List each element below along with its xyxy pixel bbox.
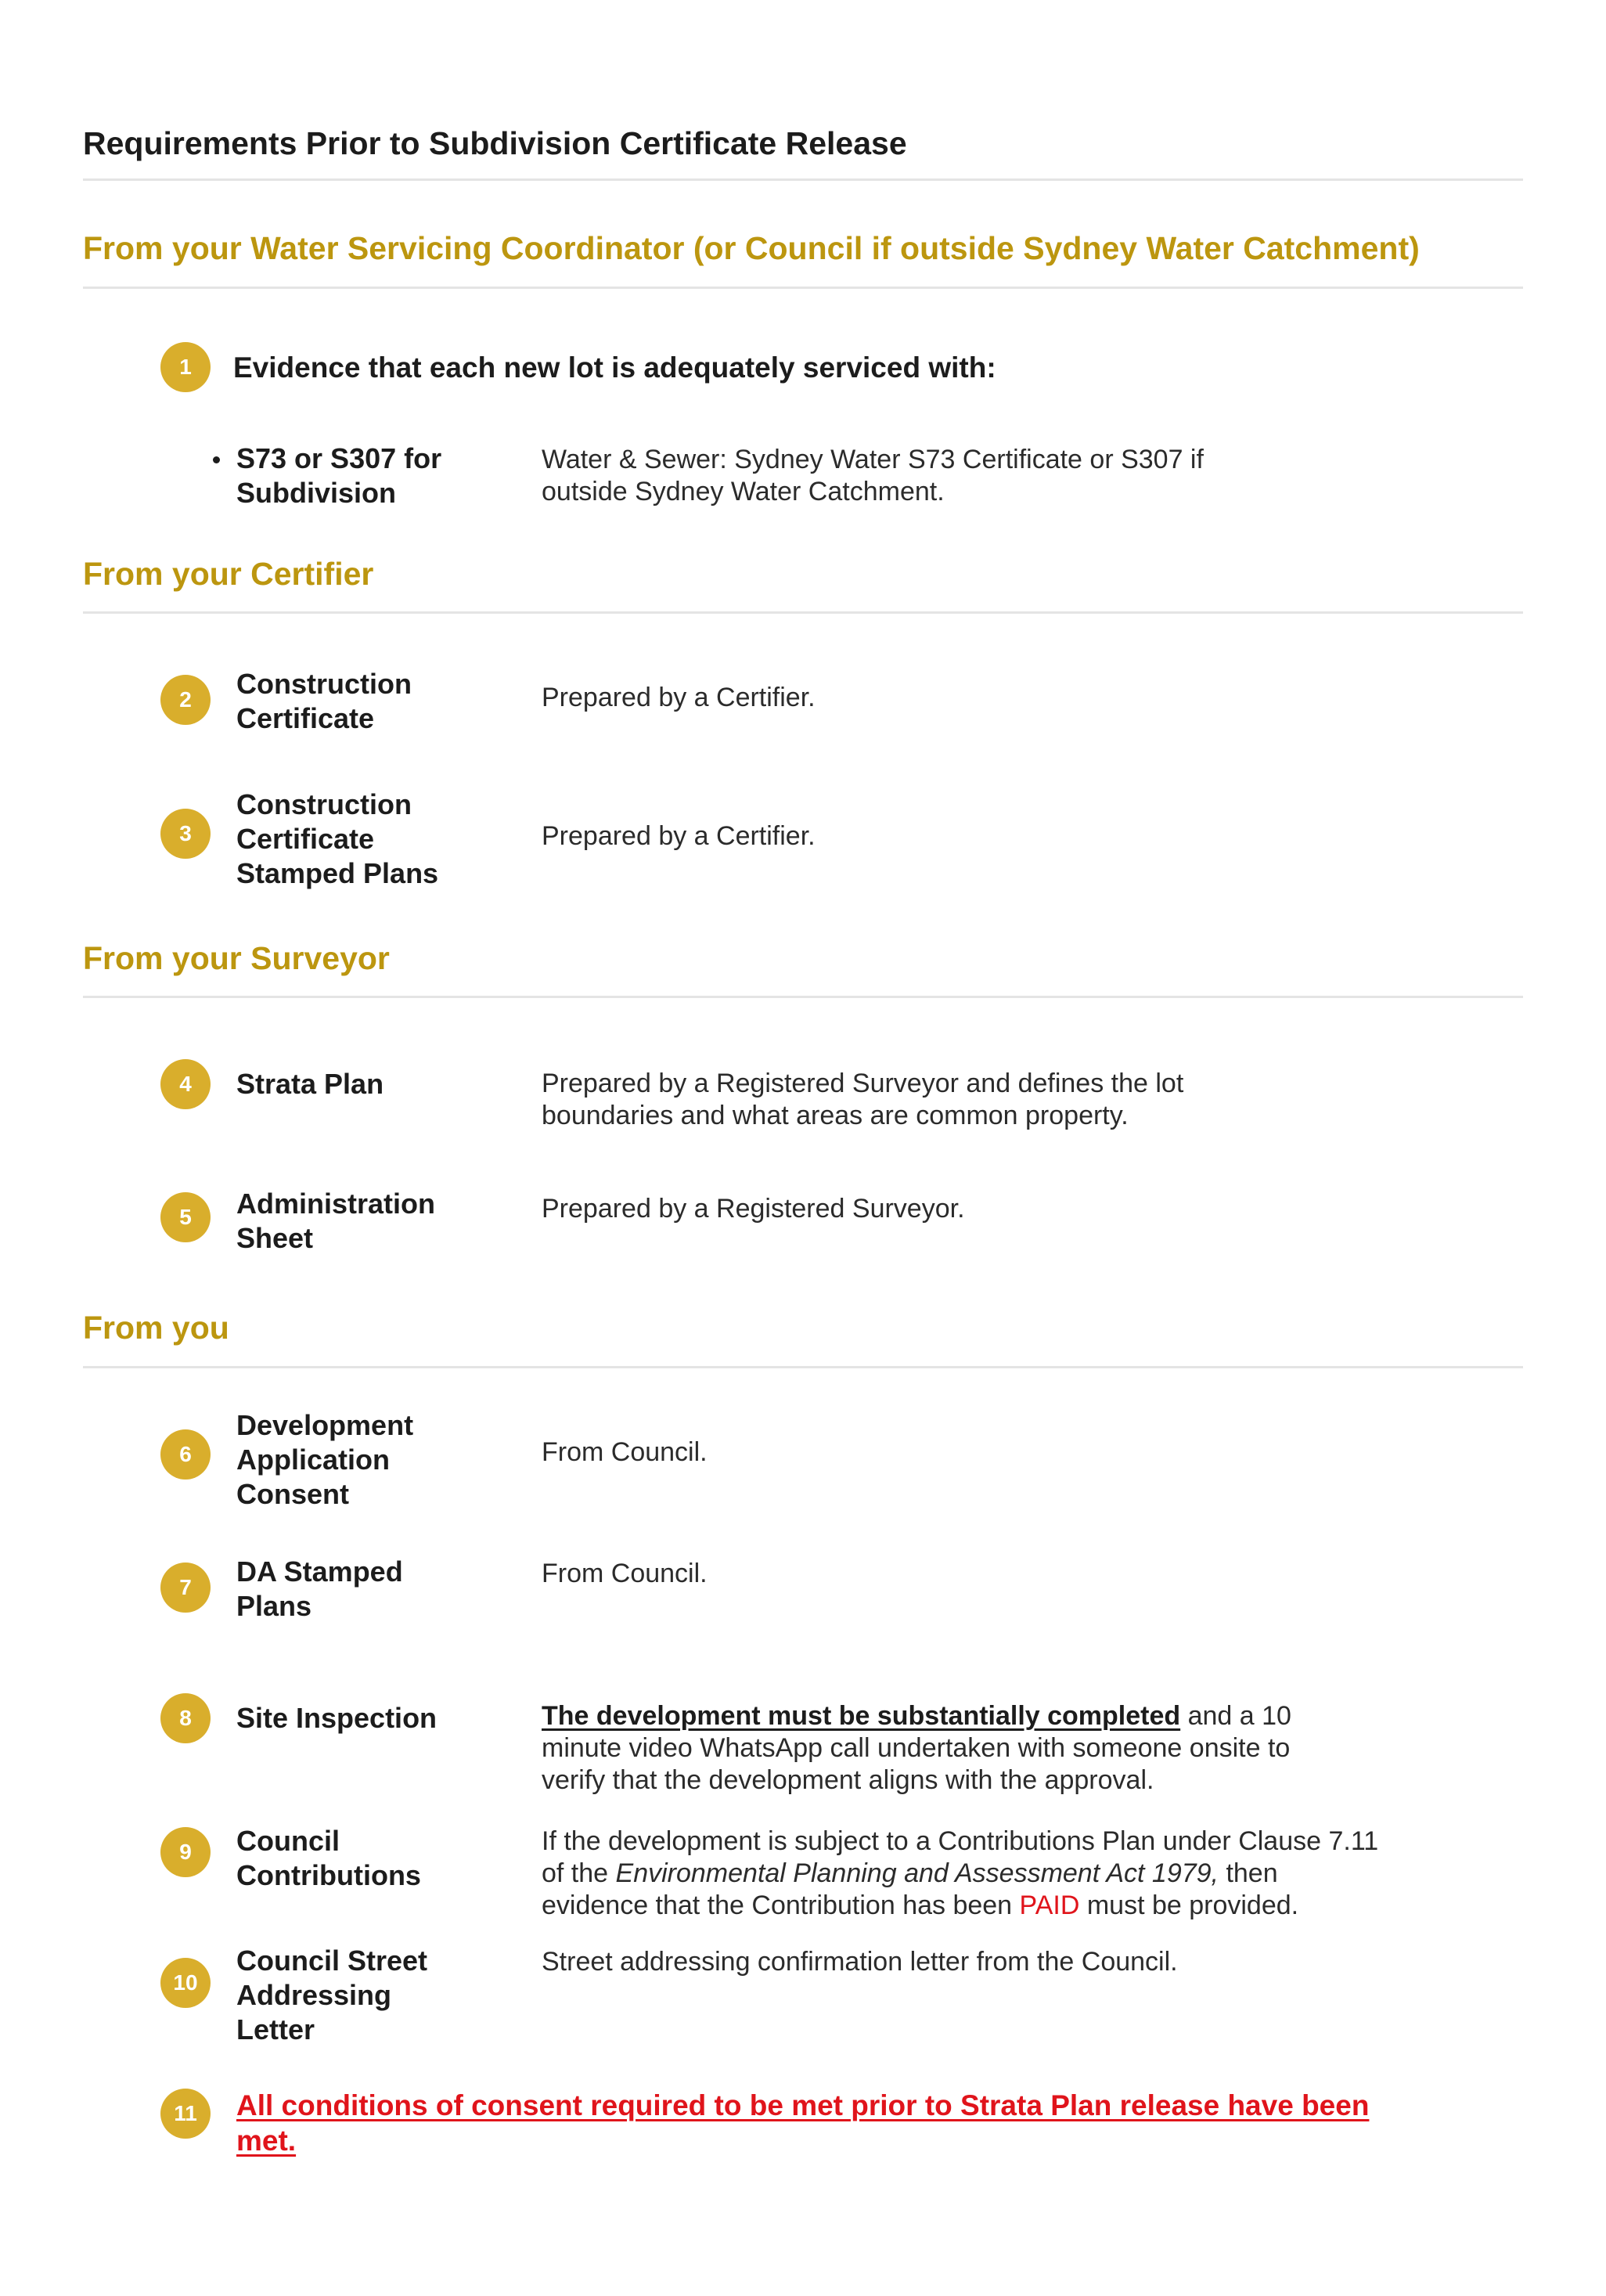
- item-desc-street-addressing: Street addressing confirmation letter from the Council.: [542, 1947, 1178, 1977]
- step-badge-7: 7: [160, 1563, 211, 1613]
- item-title-line: Subdivision: [236, 477, 397, 509]
- desc-line: verify that the development aligns with the approval.: [542, 1765, 1154, 1795]
- desc-line: [542, 1890, 1481, 1922]
- item-title-line: Addressing: [236, 1979, 392, 2011]
- step-badge-10: 10: [160, 1958, 211, 2008]
- item-title-street-addressing: [236, 1944, 427, 2047]
- item-desc-da-stamped-plans: From Council.: [542, 1559, 708, 1588]
- page-title: Requirements Prior to Subdivision Certificate Release: [83, 125, 907, 161]
- item-title-line: Contributions: [236, 1859, 421, 1891]
- item-title-line: Plans: [236, 1590, 312, 1622]
- item-title-stamped-plans: [236, 788, 438, 891]
- divider: [83, 1366, 1523, 1368]
- item-desc-strata-plan: [542, 1068, 1434, 1132]
- item-title-line: Development: [236, 1409, 414, 1441]
- desc-text: and a 10: [1180, 1701, 1291, 1731]
- item-desc-construction-certificate: Prepared by a Certifier.: [542, 683, 816, 712]
- item-title-site-inspection: Site Inspection: [236, 1702, 438, 1734]
- item-title-da-stamped-plans: [236, 1555, 403, 1624]
- section-heading-certifier: From your Certifier: [83, 556, 374, 592]
- final-condition-note: [236, 2088, 1426, 2158]
- desc-text: evidence that the Contribution has been: [542, 1891, 1020, 1920]
- step-badge-1: 1: [160, 342, 211, 392]
- step-badge-9: 9: [160, 1827, 211, 1877]
- item-title-line: Consent: [236, 1478, 349, 1510]
- item-desc-stamped-plans: Prepared by a Certifier.: [542, 821, 816, 851]
- item-title-line: Application: [236, 1444, 390, 1476]
- desc-line: boundaries and what areas are common property.: [542, 1101, 1129, 1130]
- divider: [83, 611, 1523, 614]
- item-title-council-contributions: [236, 1824, 421, 1893]
- step-badge-5: 5: [160, 1192, 211, 1242]
- item-desc-administration-sheet: Prepared by a Registered Surveyor.: [542, 1194, 965, 1224]
- item-title-strata-plan: Strata Plan: [236, 1068, 384, 1100]
- desc-text: of the: [542, 1858, 616, 1888]
- final-line: All conditions of consent required to be met prior to Strata Plan release have been: [236, 2089, 1370, 2121]
- item-title-evidence: Evidence that each new lot is adequately serviced with:: [233, 351, 996, 384]
- desc-line: minute video WhatsApp call undertaken with someone onsite to: [542, 1733, 1291, 1763]
- section-heading-surveyor: From your Surveyor: [83, 940, 390, 976]
- desc-text: then: [1219, 1858, 1278, 1888]
- step-badge-3: 3: [160, 809, 211, 859]
- step-badge-11: 11: [160, 2089, 211, 2139]
- step-badge-2: 2: [160, 675, 211, 725]
- item-title-line: Construction: [236, 668, 412, 700]
- desc-line: Water & Sewer: Sydney Water S73 Certificate or S307 if: [542, 445, 1204, 474]
- section-heading-you: From you: [83, 1310, 229, 1346]
- desc-line: outside Sydney Water Catchment.: [542, 477, 945, 506]
- desc-line: If the development is subject to a Contributions Plan under Clause 7.11: [542, 1826, 1379, 1856]
- item-title-line: Administration: [236, 1188, 436, 1220]
- act-title: Environmental Planning and Assessment Act 1979,: [615, 1858, 1219, 1888]
- item-title-da-consent: [236, 1408, 413, 1512]
- step-badge-8: 8: [160, 1693, 211, 1743]
- item-title-line: S73 or S307 for: [236, 442, 442, 474]
- desc-line: [542, 1858, 1481, 1890]
- final-line: met.: [236, 2125, 297, 2157]
- divider: [83, 287, 1523, 289]
- desc-line: [542, 1700, 1434, 1732]
- item-title-administration-sheet: [236, 1187, 435, 1256]
- item-desc-site-inspection: [542, 1700, 1434, 1797]
- section-heading-water: From your Water Servicing Coordinator (or Council if outside Sydney Water Catchment): [83, 230, 1420, 266]
- item-title-line: Certificate: [236, 702, 375, 734]
- step-badge-4: 4: [160, 1059, 211, 1109]
- item-title-construction-certificate: [236, 667, 412, 736]
- item-title-line: Construction: [236, 788, 412, 820]
- divider: [83, 996, 1523, 998]
- item-desc-da-consent: From Council.: [542, 1437, 708, 1467]
- item-desc-council-contributions: [542, 1826, 1481, 1922]
- item-title-line: Sheet: [236, 1222, 314, 1254]
- item-title-line: Stamped Plans: [236, 857, 439, 889]
- divider: [83, 178, 1523, 181]
- item-desc-s73: [542, 444, 1434, 508]
- item-title-s73: [236, 442, 441, 510]
- paid-highlight: PAID: [1019, 1891, 1080, 1920]
- item-title-line: Certificate: [236, 823, 375, 855]
- item-title-line: Council: [236, 1825, 340, 1857]
- desc-text: must be provided.: [1079, 1891, 1299, 1920]
- step-badge-6: 6: [160, 1429, 211, 1480]
- emphasis-text: The development must be substantially completed: [542, 1701, 1181, 1731]
- desc-line: Prepared by a Registered Surveyor and defines the lot: [542, 1069, 1184, 1098]
- item-title-line: DA Stamped: [236, 1555, 403, 1588]
- item-title-line: Letter: [236, 2013, 315, 2045]
- bullet-icon: [213, 456, 220, 463]
- item-title-line: Council Street: [236, 1945, 428, 1977]
